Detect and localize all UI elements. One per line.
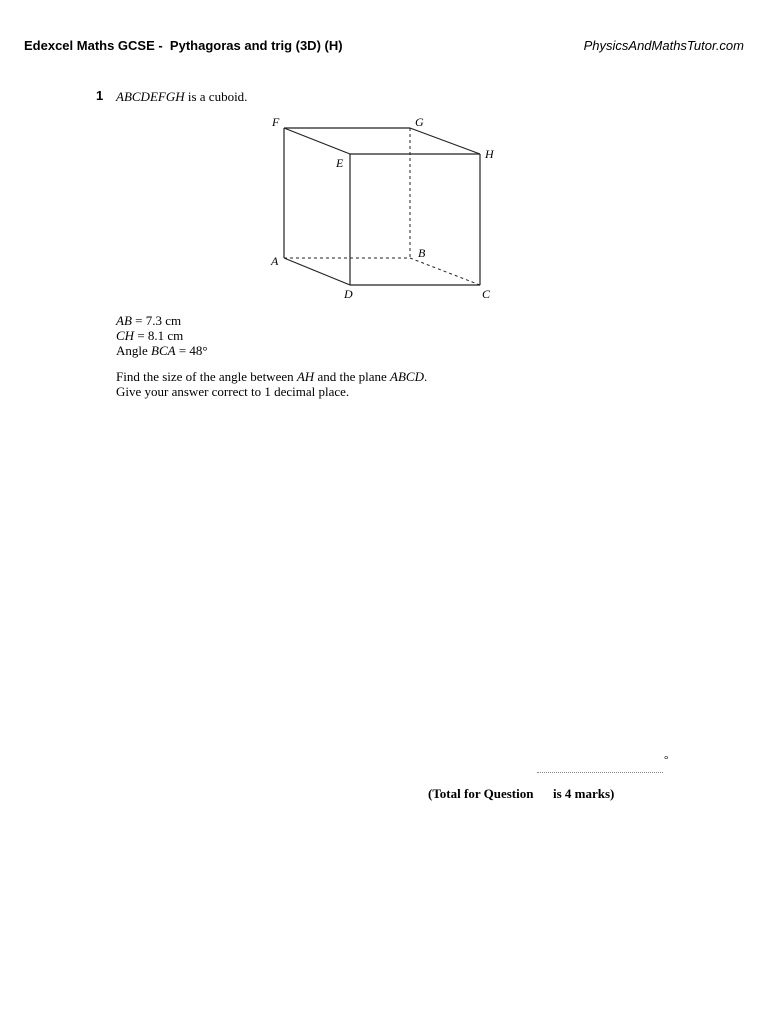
edge-BC [410, 258, 480, 285]
edge-GH [410, 128, 480, 154]
vertex-label-A: A [271, 254, 279, 268]
question-task [116, 369, 427, 399]
given-CH-name: CH [116, 328, 135, 343]
question-intro [116, 89, 247, 105]
given-CH-value: = 8.1 cm [134, 328, 184, 343]
answer-line[interactable] [537, 772, 663, 773]
given-angle-value: = 48° [175, 343, 208, 358]
task-text-c: and the plane [314, 369, 391, 384]
task-plane-ABCD: ABCD [390, 369, 424, 384]
vertex-label-G: G [415, 115, 424, 129]
vertex-label-E: E [336, 156, 344, 170]
given-AB-value: = 7.3 cm [131, 313, 182, 328]
cuboid-diagram [260, 110, 510, 305]
given-AB-name: AB [116, 313, 132, 328]
task-text-e: . [423, 369, 428, 384]
total-marks: (Total for Question is 4 marks) [428, 786, 615, 801]
document-header-title: Edexcel Maths GCSE - Pythagoras and trig (3D) (H) [24, 38, 343, 53]
task-line-AH: AH [296, 369, 315, 384]
edge-FE [284, 128, 350, 154]
task-line-2: Give your answer correct to 1 decimal place. [116, 384, 350, 399]
vertex-label-B: B [418, 246, 426, 260]
intro-text: is a cuboid. [184, 89, 248, 104]
given-angle-BCA [116, 343, 208, 358]
question-number: 1 [96, 88, 104, 103]
task-line-1 [116, 369, 427, 384]
answer-unit: ° [664, 754, 669, 766]
document-header-site: PhysicsAndMathsTutor.com [583, 38, 744, 53]
vertex-label-F: F [272, 115, 280, 129]
cuboid-name: ABCDEFGH [116, 89, 185, 104]
vertex-label-H: H [485, 147, 494, 161]
given-angle-name: BCA [151, 343, 176, 358]
vertex-label-D: D [344, 287, 353, 301]
vertex-label-C: C [482, 287, 491, 301]
given-CH [116, 328, 208, 343]
given-AB [116, 313, 208, 328]
given-angle-prefix: Angle [116, 343, 152, 358]
given-values [116, 313, 208, 358]
task-text-a: Find the size of the angle between [116, 369, 297, 384]
edge-AD [284, 258, 350, 285]
